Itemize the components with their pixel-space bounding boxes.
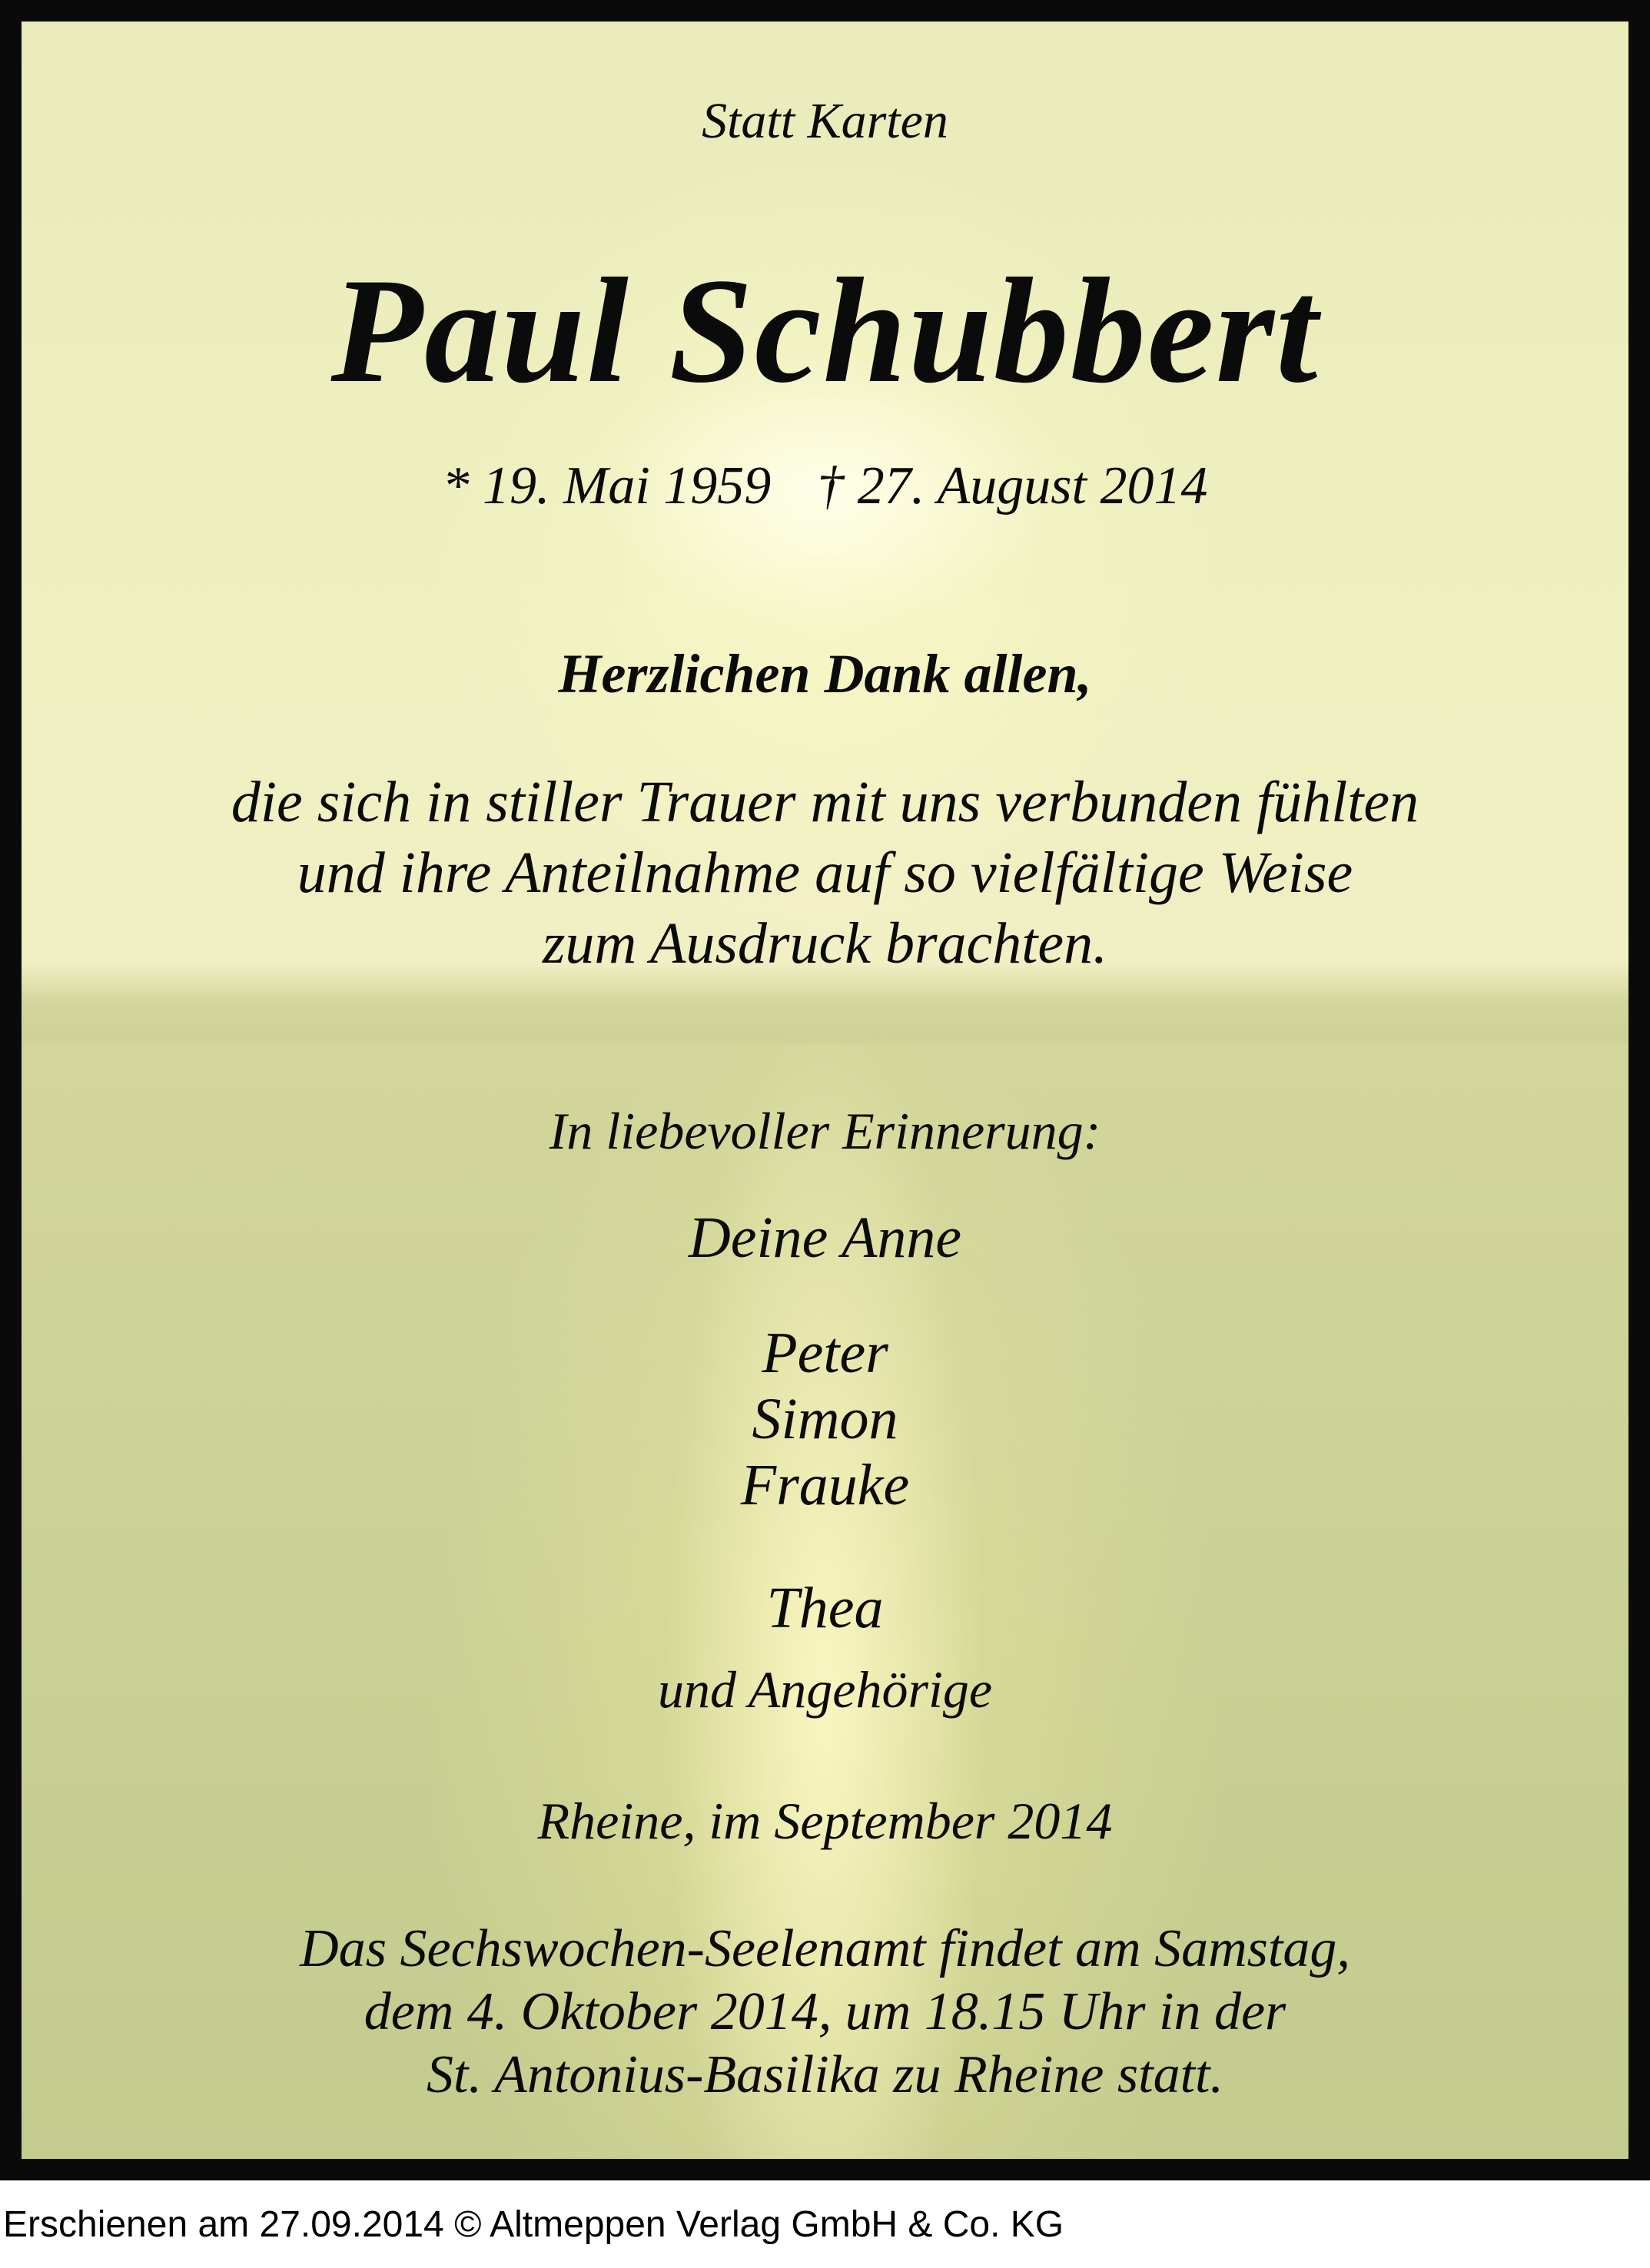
horizon-line: [22, 982, 1628, 1043]
child-name: Peter: [762, 1321, 888, 1385]
spouse-name: Deine Anne: [688, 1205, 962, 1270]
child-name: Simon: [752, 1387, 898, 1451]
service-line: dem 4. Oktober 2014, um 18.15 Uhr in der: [364, 1982, 1286, 2041]
life-dates: [22, 456, 1628, 517]
children-names: [22, 1320, 1628, 1518]
obituary-background: [22, 22, 1628, 2159]
message-line: und ihre Anteilnahme auf so vielfältige Weise: [297, 841, 1353, 905]
memory-line: In liebevoller Erinnerung:: [549, 1102, 1101, 1160]
service-line: St. Antonius-Basilika zu Rheine statt.: [427, 2045, 1223, 2104]
birth-date: * 19. Mai 1959: [442, 456, 772, 516]
service-line: Das Sechswochen-Seelenamt findet am Samstag,: [300, 1919, 1350, 1978]
message-line: zum Ausdruck brachten.: [542, 911, 1108, 976]
thanks-heading: Herzlichen Dank allen,: [558, 643, 1092, 705]
statt-karten-heading: Statt Karten: [702, 93, 948, 149]
deceased-name: Paul Schubbert: [330, 247, 1320, 414]
place-date: Rheine, im September 2014: [537, 1792, 1113, 1850]
thanks-message: [22, 767, 1628, 979]
child-name: Frauke: [740, 1453, 910, 1517]
grandchild-name: Thea: [766, 1576, 884, 1640]
service-info: [22, 1918, 1628, 2107]
death-date: † 27. August 2014: [817, 456, 1208, 516]
relatives-line: und Angehörige: [657, 1660, 993, 1719]
message-line: die sich in stiller Trauer mit uns verbunden fühlten: [231, 770, 1419, 834]
publication-footer: Erschienen am 27.09.2014 © Altmeppen Verlag GmbH & Co. KG: [3, 2204, 1064, 2245]
